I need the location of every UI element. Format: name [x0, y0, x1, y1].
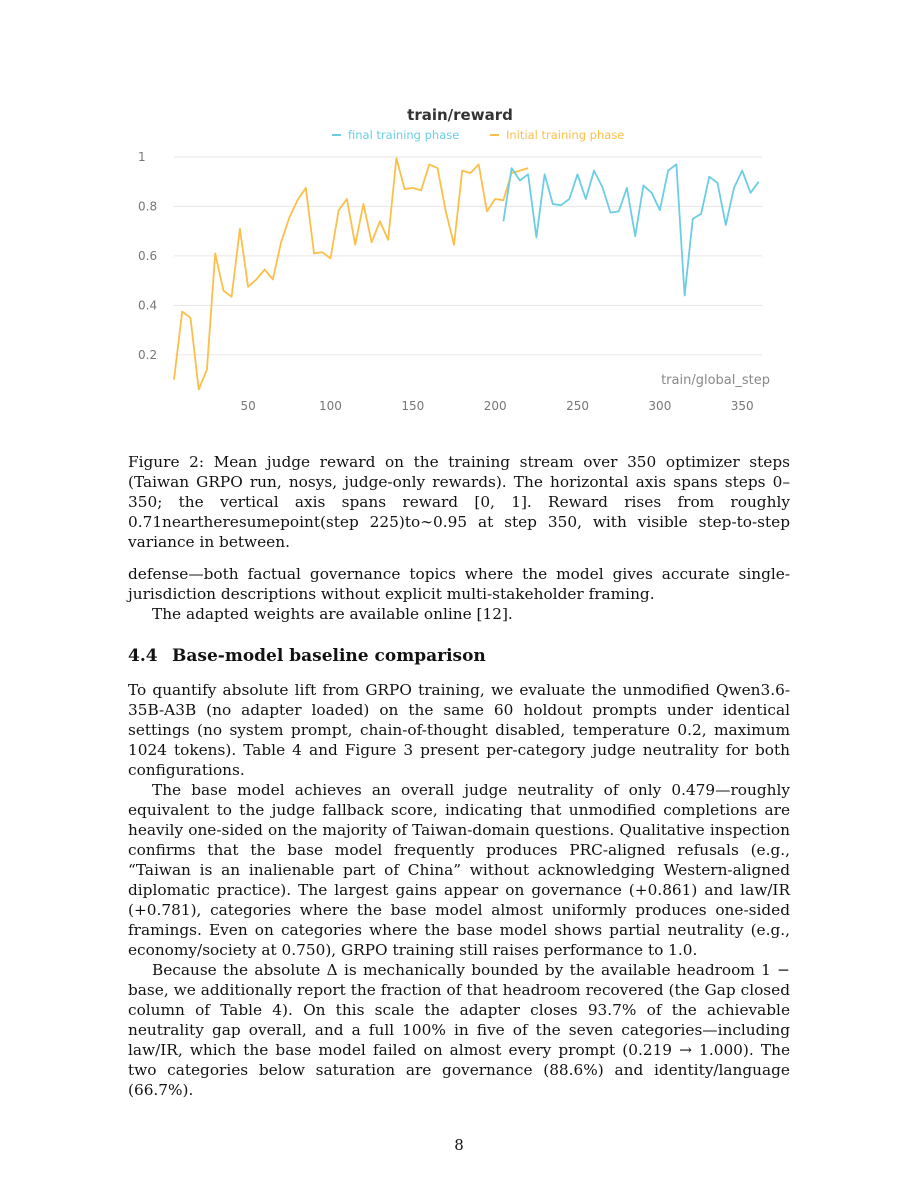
- y-tick-label: 0.6: [138, 248, 158, 263]
- x-tick-label: 150: [401, 399, 425, 413]
- x-axis-label: train/global_step: [661, 373, 770, 388]
- y-axis-ticks: [138, 150, 157, 362]
- x-tick-label: 50: [240, 399, 256, 413]
- section-heading: [128, 646, 486, 666]
- preceding-text: [128, 564, 790, 624]
- y-tick-label: 0.2: [138, 347, 158, 362]
- x-tick-label: 100: [319, 399, 342, 413]
- legend-label: Initial training phase: [506, 128, 625, 142]
- paragraph: defense—both factual governance topics where the model gives accurate single-jurisdiction descriptions without explicit multi-stakeholder framing.: [128, 565, 790, 603]
- paragraph: To quantify absolute lift from GRPO training, we evaluate the unmodified Qwen3.6-35B-A3B (no adapter loaded) on the same 60 holdout prompts under identical settings (no system prompt, chain-of-thought disabled, temperature 0.2, maximum 1024 tokens). Table 4 and Figure 3 present per-category judge neutrality for both configurations.: [128, 681, 790, 779]
- section-number: 4.4: [128, 646, 158, 666]
- chart-grid: [174, 157, 762, 355]
- y-tick-label: 1: [138, 149, 146, 164]
- chart-title: train/reward: [407, 106, 513, 124]
- y-tick-label: 0.8: [138, 199, 158, 214]
- series-line: [503, 164, 758, 295]
- paragraph: The base model achieves an overall judge neutrality of only 0.479—roughly equivalent to the judge fallback score, indicating that unmodified completions are heavily one-sided on the majority of Taiwan-domain questions. Qualitative inspection confirms that the base model frequently produces PRC-aligned refusals (e.g., “Taiwan is an inalienable part of China” without acknowledging Western-aligned diplomatic practice). The largest gains appear on governance (+0.861) and law/IR (+0.781), categories where the base model almost uniformly produces one-sided framings. Even on categories where the base model shows partial neutrality (e.g., economy/society at 0.750), GRPO training still raises performance to 1.0.: [128, 781, 790, 959]
- x-axis-ticks: [240, 399, 753, 413]
- figure-caption: [128, 452, 790, 552]
- x-tick-label: 200: [483, 399, 507, 413]
- x-tick-label: 300: [648, 399, 672, 413]
- y-tick-label: 0.4: [138, 298, 158, 313]
- paragraph: Because the absolute Δ is mechanically bounded by the available headroom 1 − base, we additionally report the fraction of that headroom recovered (the Gap closed column of Table 4). On this scale the adapter closes 93.7% of the achievable neutrality gap overall, and a full 100% in five of the seven categories—including law/IR, which the base model failed on almost every prompt (0.219 → 1.000). The two categories below saturation are governance (88.6%) and identity/language (66.7%).: [128, 961, 790, 1099]
- section-body: [128, 680, 790, 1100]
- reward-chart: [138, 100, 780, 420]
- page-number: 8: [454, 1136, 464, 1154]
- x-tick-label: 250: [566, 399, 589, 413]
- caption-text: Figure 2: Mean judge reward on the training stream over 350 optimizer steps (Taiwan GRPO run, nosys, judge-only rewards). The horizontal axis spans steps 0–350; the vertical axis spans reward [0, 1]. Reward rises from roughly 0.71neartheresumepoint(step 225)to∼0.95 at step 350, with visible step-to-step variance in between.: [128, 453, 790, 551]
- legend-label: final training phase: [348, 128, 460, 142]
- chart-legend: [332, 128, 624, 142]
- x-tick-label: 350: [730, 399, 754, 413]
- section-title: Base-model baseline comparison: [172, 646, 486, 666]
- paragraph: The adapted weights are available online [12].: [152, 605, 513, 623]
